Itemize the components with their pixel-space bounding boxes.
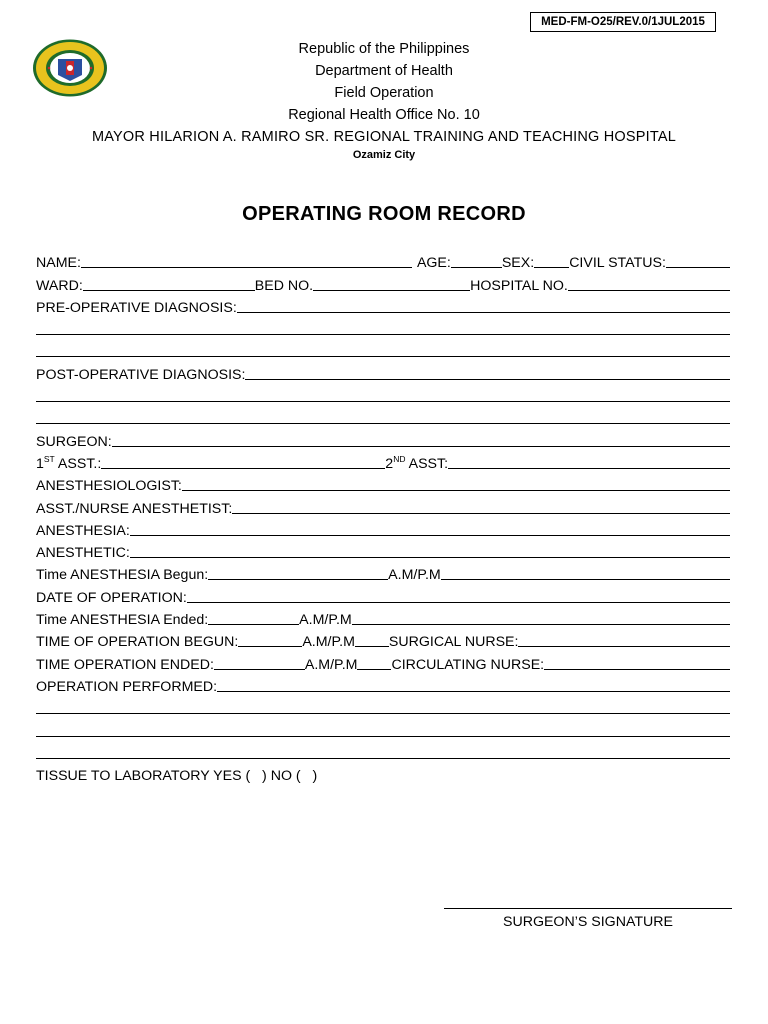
civil-status-label: CIVIL STATUS: (569, 255, 666, 272)
tissue-to-laboratory-label: TISSUE TO LABORATORY YES ( ) NO ( ) (36, 768, 318, 785)
time-op-ended-blank-2[interactable] (357, 669, 391, 670)
name-blank[interactable] (81, 267, 412, 268)
time-op-begun-blank[interactable] (238, 646, 302, 647)
row-anesthetic (36, 540, 730, 562)
header-field-operation: Field Operation (334, 85, 434, 101)
circulating-nurse-label: CIRCULATING NURSE: (391, 656, 545, 673)
time-anesthesia-ended-blank-2[interactable] (352, 624, 730, 625)
time-op-ended-ampm: A.M/P.M (304, 656, 358, 673)
post-op-diagnosis-blank[interactable] (245, 379, 730, 380)
operation-performed-blank-4[interactable] (36, 758, 730, 759)
time-op-ended-label: TIME OPERATION ENDED: (36, 656, 214, 673)
age-blank[interactable] (451, 267, 502, 268)
anesthesiologist-blank[interactable] (182, 490, 730, 491)
row-tissue (36, 763, 730, 785)
page-title: OPERATING ROOM RECORD (242, 203, 526, 225)
operation-performed-blank[interactable] (217, 691, 730, 692)
hospital-no-blank[interactable] (568, 290, 730, 291)
row-pre-op-line-3 (36, 339, 730, 361)
post-op-diagnosis-blank-2[interactable] (36, 401, 730, 402)
surgeon-signature-label: SURGEON’S SIGNATURE (502, 914, 673, 930)
row-name-age-sex (36, 250, 730, 272)
bed-no-label: BED NO. (254, 277, 314, 294)
time-op-begun-blank-2[interactable] (355, 646, 389, 647)
date-of-operation-label: DATE OF OPERATION: (36, 589, 187, 606)
row-nurse-anesthetist (36, 495, 730, 517)
row-operation-performed-line-2 (36, 696, 730, 718)
anesthesiologist-label: ANESTHESIOLOGIST: (36, 478, 182, 495)
operation-performed-label: OPERATION PERFORMED: (36, 678, 218, 695)
anesthetic-blank[interactable] (130, 557, 730, 558)
time-anesthesia-begun-label: Time ANESTHESIA Begun: (36, 567, 209, 584)
time-anesthesia-begun-blank-2[interactable] (441, 579, 730, 580)
header-republic: Republic of the Philippines (298, 41, 470, 57)
row-post-op-line-3 (36, 406, 730, 428)
signature-line[interactable] (444, 908, 732, 909)
time-op-begun-label: TIME OF OPERATION BEGUN: (36, 634, 239, 651)
form-code: MED-FM-O25/REV.0/1JUL2015 (541, 16, 705, 28)
row-surgeon (36, 428, 730, 450)
time-anesthesia-ended-label: Time ANESTHESIA Ended: (36, 612, 209, 629)
header-regional-office: Regional Health Office No. 10 (288, 107, 480, 123)
time-anesthesia-ended-blank[interactable] (208, 624, 299, 625)
surgeon-label: SURGEON: (36, 433, 112, 450)
row-time-op-ended (36, 651, 730, 673)
operation-performed-blank-3[interactable] (36, 736, 730, 737)
sex-blank[interactable] (534, 267, 569, 268)
name-label: NAME: (36, 255, 81, 272)
row-time-op-begun (36, 629, 730, 651)
anesthesia-blank[interactable] (130, 535, 730, 536)
date-of-operation-blank[interactable] (187, 602, 730, 603)
ward-blank[interactable] (83, 290, 255, 291)
row-time-anesthesia-begun (36, 562, 730, 584)
pre-op-diagnosis-label: PRE-OPERATIVE DIAGNOSIS: (36, 299, 237, 316)
operating-room-form (36, 250, 730, 785)
time-anesthesia-begun-ampm: A.M/P.M (388, 567, 441, 584)
row-time-anesthesia-ended (36, 607, 730, 629)
row-post-op-line-2 (36, 384, 730, 406)
operation-performed-blank-2[interactable] (36, 713, 730, 714)
row-operation-performed (36, 674, 730, 696)
time-anesthesia-begun-blank[interactable] (208, 579, 388, 580)
hospital-no-label: HOSPITAL NO. (470, 277, 568, 294)
header (0, 38, 768, 162)
header-hospital-name: MAYOR HILARION A. RAMIRO SR. REGIONAL TRAINING AND TEACHING HOSPITAL (91, 129, 677, 145)
header-city: Ozamiz City (352, 149, 416, 161)
row-operation-performed-line-3 (36, 718, 730, 740)
row-anesthesia (36, 518, 730, 540)
sex-label: SEX: (501, 255, 535, 272)
second-asst-label: 2ND ASST: (385, 453, 449, 472)
post-op-diagnosis-blank-3[interactable] (36, 423, 730, 424)
time-op-begun-ampm: A.M/P.M (302, 634, 355, 651)
surgeon-blank[interactable] (112, 446, 730, 447)
anesthetic-label: ANESTHETIC: (36, 545, 130, 562)
nurse-anesthetist-blank[interactable] (232, 513, 730, 514)
row-operation-performed-line-4 (36, 741, 730, 763)
form-code-box (530, 12, 716, 32)
civil-status-blank[interactable] (666, 267, 730, 268)
anesthesia-label: ANESTHESIA: (36, 522, 130, 539)
pre-op-diagnosis-blank[interactable] (237, 312, 730, 313)
post-op-diagnosis-label: POST-OPERATIVE DIAGNOSIS: (36, 366, 246, 383)
pre-op-diagnosis-blank-2[interactable] (36, 334, 730, 335)
time-anesthesia-ended-ampm: A.M/P.M (299, 612, 352, 629)
time-op-ended-blank[interactable] (214, 669, 305, 670)
row-pre-op-line-2 (36, 317, 730, 339)
nurse-anesthetist-label: ASST./NURSE ANESTHETIST: (36, 500, 233, 517)
row-pre-op (36, 295, 730, 317)
first-asst-blank[interactable] (101, 468, 385, 469)
age-label: AGE: (416, 255, 451, 272)
surgical-nurse-label: SURGICAL NURSE: (388, 634, 519, 651)
pre-op-diagnosis-blank-3[interactable] (36, 356, 730, 357)
bed-no-blank[interactable] (313, 290, 470, 291)
row-post-op (36, 361, 730, 383)
row-ward-bed (36, 272, 730, 294)
header-department: Department of Health (315, 63, 453, 79)
row-date-of-operation (36, 584, 730, 606)
circulating-nurse-blank[interactable] (544, 669, 730, 670)
surgical-nurse-blank[interactable] (518, 646, 730, 647)
ward-label: WARD: (36, 277, 83, 294)
row-anesthesiologist (36, 473, 730, 495)
first-asst-label: 1ST ASST.: (36, 453, 102, 472)
row-assistants (36, 451, 730, 473)
second-asst-blank[interactable] (448, 468, 730, 469)
